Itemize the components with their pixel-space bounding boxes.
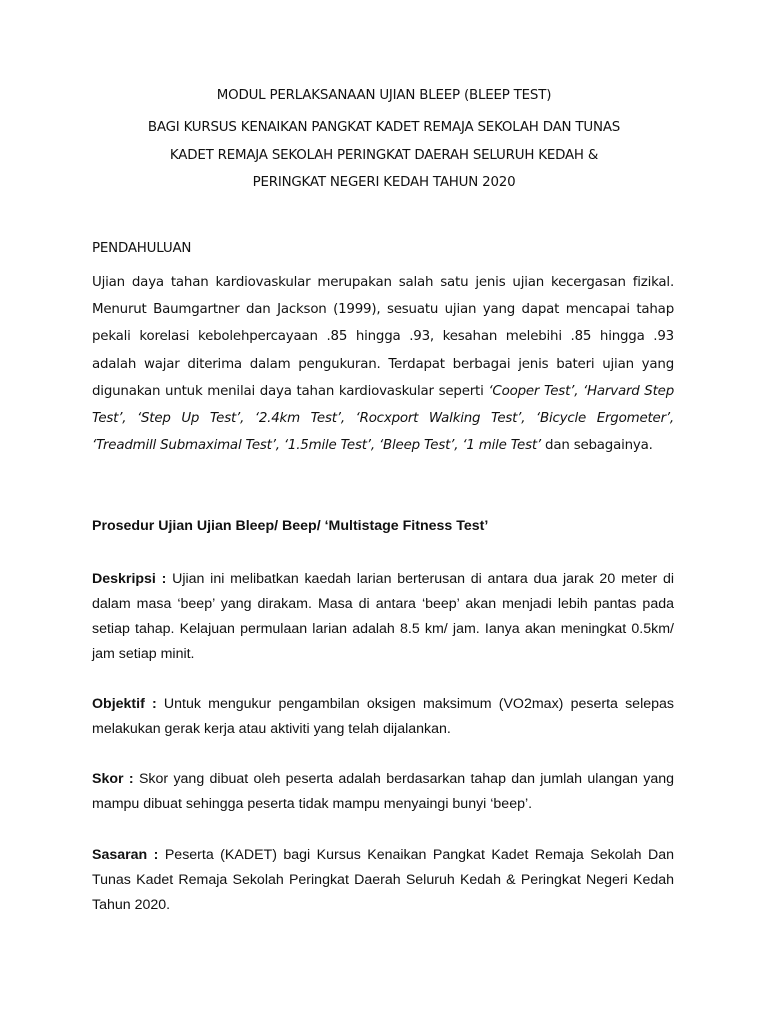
deskripsi-text: Ujian ini melibatkan kaedah larian berterusan di antara dua jarak 20 meter di dalam masa ‘beep’ yang dirakam. Masa di antara ‘beep’ akan menjadi lebih pantas pada setiap tahap. Kelajuan permulaan larian adalah 8.5 km/ jam. Ianya akan meningkat 0.5km/ jam setiap minit. [92, 571, 675, 662]
objektif-label: Objektif : [92, 696, 157, 712]
objektif-paragraph [92, 692, 674, 742]
deskripsi-label: Deskripsi : [92, 571, 167, 587]
pendahuluan-body-text: Ujian daya tahan kardiovaskular merupakan salah satu jenis ujian kecergasan fizikal. Menurut Baumgartner dan Jackson (1999), sesuatu ujian yang dapat mencapai tahap pekali korelasi kebolehpercayaan .85 hingga .93, kesahan melebihi .85 hingga .93 adalah wajar diterima dalam pengukuran. Terdapat berbagai jenis bateri ujian yang digunakan untuk menilai daya tahan kardiovaskular seperti [92, 275, 674, 399]
prosedur-heading: Prosedur Ujian Ujian Bleep/ Beep/ ‘Multistage Fitness Test’ [92, 518, 489, 534]
skor-text: Skor yang dibuat oleh peserta adalah berdasarkan tahap dan jumlah ulangan yang mampu dibuat sehingga peserta tidak mampu menyaingi bunyi ‘beep’. [92, 771, 674, 812]
document-title-line-1: MODUL PERLAKSANAAN UJIAN BLEEP (BLEEP TEST) [216, 88, 552, 103]
skor-label: Skor : [92, 771, 134, 787]
test-list-italic: ‘Cooper Test’, ‘Harvard Step Test’, ‘Step Up Test’, ‘2.4km Test’, ‘Rocxport Walking Test’, ‘Bicycle Ergometer’, ‘Treadmill Submaximal Test’, ‘1.5mile Test’, ‘Bleep Test’, ‘1 mile Test’ [92, 383, 674, 454]
sasaran-label: Sasaran : [92, 847, 159, 863]
sasaran-paragraph [92, 843, 674, 918]
document-title-line-2: BAGI KURSUS KENAIKAN PANGKAT KADET REMAJA SEKOLAH DAN TUNAS [147, 120, 621, 135]
pendahuluan-heading: PENDAHULUAN [92, 241, 192, 256]
pendahuluan-body-end: dan sebagainya. [540, 438, 653, 454]
document-title-line-4: PERINGKAT NEGERI KEDAH TAHUN 2020 [252, 175, 516, 190]
pendahuluan-paragraph [92, 269, 674, 459]
deskripsi-paragraph [92, 567, 674, 667]
skor-paragraph [92, 767, 674, 817]
sasaran-text: Peserta (KADET) bagi Kursus Kenaikan Pangkat Kadet Remaja Sekolah Dan Tunas Kadet Remaja Sekolah Peringkat Daerah Seluruh Kedah & Peringkat Negeri Kedah Tahun 2020. [92, 847, 674, 913]
objektif-text: Untuk mengukur pengambilan oksigen maksimum (VO2max) peserta selepas melakukan gerak kerja atau aktiviti yang telah dijalankan. [92, 696, 674, 737]
document-title-line-3: KADET REMAJA SEKOLAH PERINGKAT DAERAH SELURUH KEDAH & [169, 148, 599, 163]
